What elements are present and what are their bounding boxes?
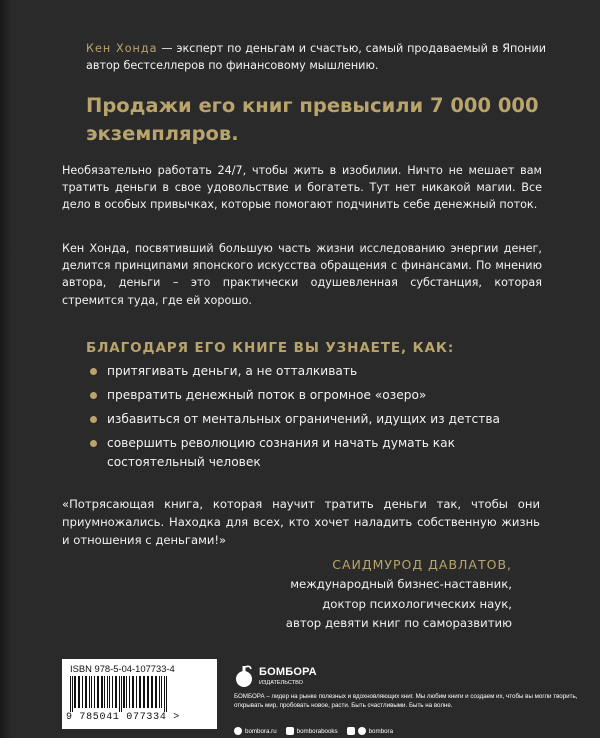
barcode-bar xyxy=(155,676,157,708)
social-messengers[interactable] xyxy=(347,727,393,735)
barcode-bar xyxy=(119,676,120,712)
list-item-text: избавиться от ментальных ограничений, идущих из детства xyxy=(107,412,500,426)
list-item xyxy=(90,362,530,381)
barcode-bar xyxy=(159,676,160,708)
bullet-dot-icon xyxy=(90,392,97,399)
publisher-blurb: БОМБОРА – лидер на рынке полезных и вдохновляющих книг. Мы любим книги и создаем их, чтобы вы могли творить, открывать мир, пробовать новое, расти. Быть счастливыми. Быть на волне. xyxy=(234,693,578,709)
barcode-bar xyxy=(143,676,145,708)
list-item-text: притягивать деньги, а не отталкивать xyxy=(107,364,358,378)
reviewer-role: доктор психологических наук, xyxy=(322,596,512,611)
bullet-dot-icon xyxy=(90,416,97,423)
barcode-bar xyxy=(85,676,87,708)
reviewer-name: САИДМУРОД ДАВЛАТОВ, xyxy=(332,557,512,572)
review-quote: «Потрясающая книга, которая научит тратить деньги так, чтобы они приумножались. Находка для всех, кто хочет наладить собственную жизнь и отношения с деньгами!» xyxy=(62,497,540,547)
barcode-bar xyxy=(94,676,95,708)
barcode-bar xyxy=(91,676,92,708)
author-name: Кен Хонда xyxy=(86,42,158,55)
barcode-bar xyxy=(72,676,73,712)
globe-icon xyxy=(234,727,242,735)
list-item-text: превратить денежный поток в огромное «озеро» xyxy=(107,388,427,402)
barcode-bar xyxy=(115,676,117,708)
barcode-bar xyxy=(70,676,71,712)
barcode-bar xyxy=(161,676,162,708)
barcode-bar xyxy=(101,676,103,708)
list-item xyxy=(90,434,530,472)
barcode-bar xyxy=(139,676,141,708)
barcode-bar xyxy=(147,676,149,708)
barcode-bar xyxy=(74,676,76,708)
barcode-bar xyxy=(112,676,113,708)
barcode-bar xyxy=(136,676,137,708)
social-messengers-label: bombora xyxy=(368,727,394,735)
spine-edge xyxy=(0,0,12,750)
barcode-bar xyxy=(89,676,90,708)
bullet-dot-icon xyxy=(90,440,97,447)
reviewer-role: автор девяти книг по саморазвитию xyxy=(285,616,512,630)
publisher-subtitle: ИЗДАТЕЛЬСТВО xyxy=(259,680,304,686)
list-item-text: совершить революцию сознания и начать думать как состоятельный человек xyxy=(107,436,455,469)
barcode-bar xyxy=(121,676,122,712)
barcode-bar xyxy=(104,676,105,708)
vk-icon xyxy=(286,727,294,735)
social-website[interactable] xyxy=(234,727,277,735)
bullet-dot-icon xyxy=(90,368,97,375)
bombora-logo-icon xyxy=(234,664,254,688)
list-item xyxy=(90,386,530,405)
author-intro xyxy=(86,40,546,74)
reviewer-role: международный бизнес-наставник, xyxy=(290,577,512,591)
social-website-label: bombora.ru xyxy=(245,727,277,735)
isbn-label: ISBN 978-5-04-107733-4 xyxy=(70,663,175,674)
barcode-bar xyxy=(82,676,83,708)
learn-heading: БЛАГОДАРЯ ЕГО КНИГЕ ВЫ УЗНАЕТЕ, КАК: xyxy=(86,340,455,356)
telegram-icon xyxy=(358,727,366,735)
description-paragraph-2: Кен Хонда, посвятивший большую часть жизни исследованию энергии денег, делится принципами японского искусства обращения с финансами. По мнению автора, деньги – это практически одушевленная субстанция, которая стремится туда, где ей хорошо. xyxy=(62,242,542,307)
barcode-bar xyxy=(129,676,130,708)
social-vk-label: bomborabooks xyxy=(296,727,338,735)
barcode-bar xyxy=(132,676,134,708)
description-paragraph-1: Необязательно работать 24/7, чтобы жить в изобилии. Ничто не мешает вам тратить деньги в свое удовольствие и богатеть. Тут нет никакой магии. Все дело в особых привычках, которые помогают подчинить себе денежный поток. xyxy=(62,164,542,212)
publisher-name: БОМБОРА xyxy=(259,666,317,678)
page-bottom-edge xyxy=(0,738,600,750)
learn-list xyxy=(90,362,530,477)
author-intro-text: — эксперт по деньгам и счастью, самый продаваемый в Японии автор бестселлеров по финансовому мышлению. xyxy=(86,42,546,73)
messenger-icon xyxy=(347,727,355,735)
barcode-bar xyxy=(123,676,125,708)
barcode-bar xyxy=(151,676,153,708)
social-vk[interactable] xyxy=(286,727,338,735)
barcode-number: 9 785041 077334 > xyxy=(66,712,180,723)
barcode-block xyxy=(62,659,217,729)
social-links xyxy=(234,727,402,735)
review-signature xyxy=(286,555,512,634)
barcode-bar xyxy=(109,676,110,708)
barcode-bar xyxy=(126,676,127,708)
barcode-bar xyxy=(78,676,80,708)
barcode-bar xyxy=(97,676,99,708)
barcode-bar xyxy=(107,676,108,708)
sales-highlight: Продажи его книг превысили 7 000 000 экземпляров. xyxy=(86,94,539,145)
barcode-bar xyxy=(166,676,167,712)
barcode-bar xyxy=(164,676,165,712)
barcode-bars xyxy=(70,676,209,712)
list-item xyxy=(90,410,530,429)
